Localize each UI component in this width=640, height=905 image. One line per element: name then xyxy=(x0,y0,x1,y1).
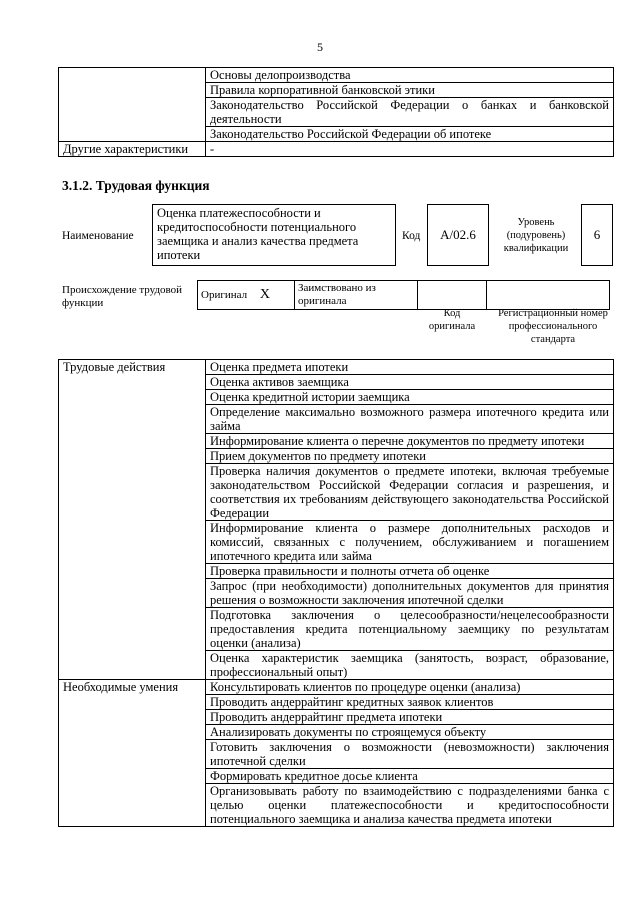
list-item: Определение максимально возможного размера ипотечного кредита или займа xyxy=(206,405,614,434)
list-item: Подготовка заключения о целесообразности/нецелесообразности предоставления кредита потенциальному заемщику по результатам оценки (анализа) xyxy=(206,608,614,651)
labor-function-table xyxy=(58,359,614,827)
list-item: Оценка характеристик заемщика (занятость, возраст, образование, профессиональный опыт) xyxy=(206,651,614,680)
code-label: Код xyxy=(402,230,421,242)
code-original-caption: Код оригинала xyxy=(428,308,476,332)
list-item: Информирование клиента о размере дополнительных расходов и комиссий, связанных с получением, обслуживанием и погашением ипотечного кредита или займа xyxy=(206,521,614,564)
row-label: Другие характеристики xyxy=(59,142,206,157)
table-cell: - xyxy=(206,142,614,157)
list-item: Проводить андеррайтинг предмета ипотеки xyxy=(206,710,614,725)
list-item: Организовывать работу по взаимодействию с подразделениями банка с целью оценки платежеспособности и кредитоспособности потенциального заемщика и анализа качества предмета ипотеки xyxy=(206,784,614,827)
list-item: Проверка наличия документов о предмете ипотеки, включая требуемые законодательством Российской Федерации согласия и разрешения, и соответствия их требованиям действующего законодательства Российской Федерации xyxy=(206,464,614,521)
code-value: A/02.6 xyxy=(427,204,489,266)
level-label: Уровень (подуровень) квалификации xyxy=(503,217,569,254)
list-item: Информирование клиента о перечне документов по предмету ипотеки xyxy=(206,434,614,449)
list-item: Проводить андеррайтинг кредитных заявок клиентов xyxy=(206,695,614,710)
origin-table xyxy=(197,280,610,310)
section-title: 3.1.2. Трудовая функция xyxy=(62,178,210,193)
list-item: Готовить заключения о возможности (невозможности) заключения ипотечной сделки xyxy=(206,740,614,769)
page-number: 5 xyxy=(317,40,323,54)
reg-number-caption: Регистрационный номер профессионального стандарта xyxy=(498,308,608,345)
table-row xyxy=(198,281,610,310)
list-item: Оценка активов заемщика xyxy=(206,375,614,390)
list-item: Формировать кредитное досье клиента xyxy=(206,769,614,784)
table-row xyxy=(59,142,614,157)
name-label: Наименование xyxy=(62,230,134,242)
name-value: Оценка платежеспособности и кредитоспособности потенциального заемщика и анализ качества предмета ипотеки xyxy=(152,204,396,266)
original-cell xyxy=(198,281,295,310)
table-cell: Законодательство Российской Федерации о банках и банковской деятельности xyxy=(206,98,614,127)
original-mark: X xyxy=(259,287,270,302)
original-label: Оригинал xyxy=(201,289,248,301)
table-cell: Законодательство Российской Федерации об ипотеке xyxy=(206,127,614,142)
knowledge-table xyxy=(58,67,614,157)
code-original-cell xyxy=(418,281,487,310)
list-item: Прием документов по предмету ипотеки xyxy=(206,449,614,464)
table-row xyxy=(59,68,614,83)
table-cell: Правила корпоративной банковской этики xyxy=(206,83,614,98)
reg-number-cell xyxy=(487,281,610,310)
row-label xyxy=(59,68,206,142)
list-item: Анализировать документы по строящемуся объекту xyxy=(206,725,614,740)
list-item: Оценка кредитной истории заемщика xyxy=(206,390,614,405)
table-cell: Основы делопроизводства xyxy=(206,68,614,83)
required-skills-label: Необходимые умения xyxy=(59,680,206,827)
list-item: Оценка предмета ипотеки xyxy=(206,360,614,375)
borrowed-cell: Заимствовано из оригинала xyxy=(295,281,418,310)
table-row xyxy=(59,360,614,375)
labor-actions-label: Трудовые действия xyxy=(59,360,206,680)
origin-label: Происхождение трудовой функции xyxy=(62,284,183,309)
list-item: Проверка правильности и полноты отчета об оценке xyxy=(206,564,614,579)
level-value: 6 xyxy=(581,204,613,266)
list-item: Консультировать клиентов по процедуре оценки (анализа) xyxy=(206,680,614,695)
list-item: Запрос (при необходимости) дополнительных документов для принятия решения о возможности заключения ипотечной сделки xyxy=(206,579,614,608)
table-row xyxy=(59,680,614,695)
